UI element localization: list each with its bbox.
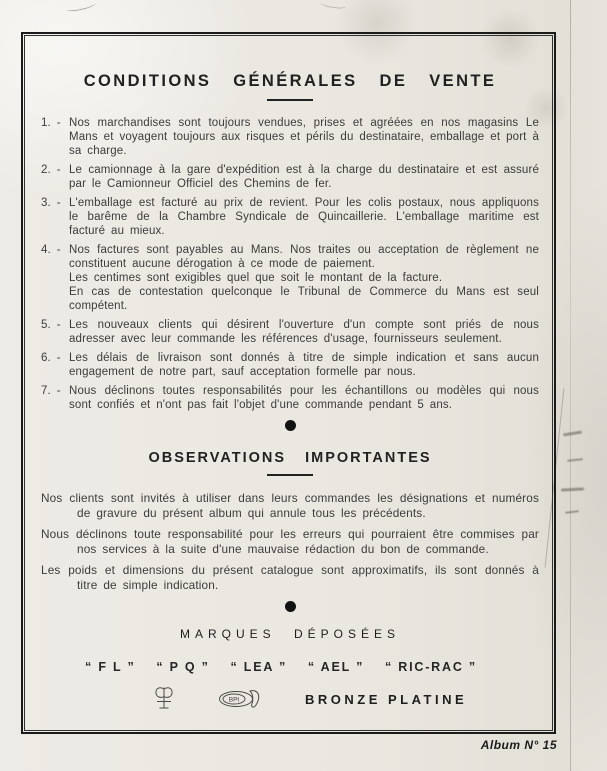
- observation-paragraph: Nos clients sont invités à utiliser dans leurs commandes les désignations et numéros de gravure du présent album qui annule tous les précédents.: [41, 491, 539, 520]
- condition-text: Les délais de livraison sont donnés à titre de simple indication et sans aucun engagement de notre part, sauf acceptation formelle par nous.: [69, 352, 539, 378]
- observation-paragraph: Les poids et dimensions du présent catalogue sont approximatifs, ils sont donnés à titre de simple indication.: [41, 563, 539, 592]
- observations-rule: [267, 474, 313, 476]
- condition-text: Nous déclinons toutes responsabilités pour les échantillons ou modèles qui nous sont confiés et n'ont pas fait l'objet d'une commande pendant 5 ans.: [69, 385, 539, 411]
- observation-paragraph: Nous déclinons toute responsabilité pour les erreurs qui pourraient être commises par nos services à la suite d'une mauvaise rédaction du bon de commande.: [41, 527, 539, 556]
- condition-subtext: Les centimes sont exigibles quel que soit le montant de la facture.: [69, 272, 443, 284]
- bronze-platine-label: BRONZE PLATINE: [305, 691, 468, 707]
- crease-smudge-mark: [561, 487, 584, 491]
- condition-number: 2. -: [41, 164, 61, 176]
- condition-item: [41, 318, 539, 346]
- brand-name: “ P Q ”: [156, 660, 210, 674]
- condition-text: Nos marchandises sont toujours vendues, prises et agréées en nos magasins Le Mans et voyagent toujours aux risques et périls du destinataire, emballage et port à sa charge.: [69, 117, 539, 157]
- condition-item: [41, 196, 539, 238]
- condition-item: [41, 384, 539, 412]
- page-title: CONDITIONS GÉNÉRALES DE VENTE: [83, 72, 497, 90]
- conditions-list: [41, 116, 539, 412]
- condition-item: [41, 351, 539, 379]
- condition-number: 3. -: [41, 197, 61, 209]
- album-number: Album N° 15: [480, 738, 557, 752]
- oval-bpt-logo-icon: [217, 688, 263, 710]
- crease-smudge-mark: [567, 458, 583, 462]
- separator-dot-icon: [285, 420, 296, 431]
- trademark-brands-row: [85, 660, 477, 674]
- brand-name: “ LEA ”: [230, 660, 288, 674]
- page-fold-line: [570, 0, 571, 771]
- condition-number: 7. -: [41, 385, 61, 397]
- page-border-frame: [21, 32, 556, 734]
- brand-name: “ AEL ”: [307, 660, 365, 674]
- page-content: [24, 35, 553, 731]
- oval-logo-text: BPt: [228, 696, 240, 704]
- brand-name: “ RIC-RAC ”: [384, 660, 477, 674]
- trademarks-title: MARQUES DÉPOSÉES: [179, 627, 401, 641]
- condition-item: [41, 116, 539, 158]
- condition-text: Le camionnage à la gare d'expédition est à la charge du destinataire et est assuré par le Camionneur Officiel des Chemins de fer.: [69, 164, 539, 190]
- condition-text: L'emballage est facturé au prix de revient. Pour les colis postaux, nous appliquons le barême de la Chambre Syndicale de Quincaillerie. L'emballage maritime est facturé au mieux.: [69, 197, 539, 237]
- crease-smudge-mark: [563, 431, 582, 437]
- condition-item: [41, 163, 539, 191]
- condition-subtext: En cas de contestation quelconque le Tribunal de Commerce du Mans est seul compétent.: [69, 286, 539, 312]
- pencil-scribble-mark: [66, 0, 97, 13]
- observations-title: OBSERVATIONS IMPORTANTES: [148, 450, 432, 466]
- monogram-logo-icon: [153, 685, 175, 713]
- condition-text: Les nouveaux clients qui désirent l'ouverture d'un compte sont priés de nous adresser avec leur commande les références d'usage, fournisseurs seulement.: [69, 319, 539, 345]
- brand-name: “ F L ”: [85, 660, 136, 674]
- condition-number: 6. -: [41, 352, 61, 364]
- condition-item: [41, 243, 539, 313]
- title-rule: [267, 99, 313, 101]
- separator-dot-icon: [285, 601, 296, 612]
- condition-text: Nos factures sont payables au Mans. Nos traites ou acceptation de règlement ne constituent aucune dérogation à ce mode de paiement.: [69, 244, 539, 270]
- pencil-scribble-mark: [320, 0, 347, 9]
- crease-smudge-mark: [565, 510, 579, 514]
- observations-paragraphs: [41, 491, 539, 593]
- condition-number: 5. -: [41, 319, 61, 331]
- condition-number: 4. -: [41, 244, 61, 256]
- trademark-logos-row: [153, 685, 539, 713]
- condition-number: 1. -: [41, 117, 61, 129]
